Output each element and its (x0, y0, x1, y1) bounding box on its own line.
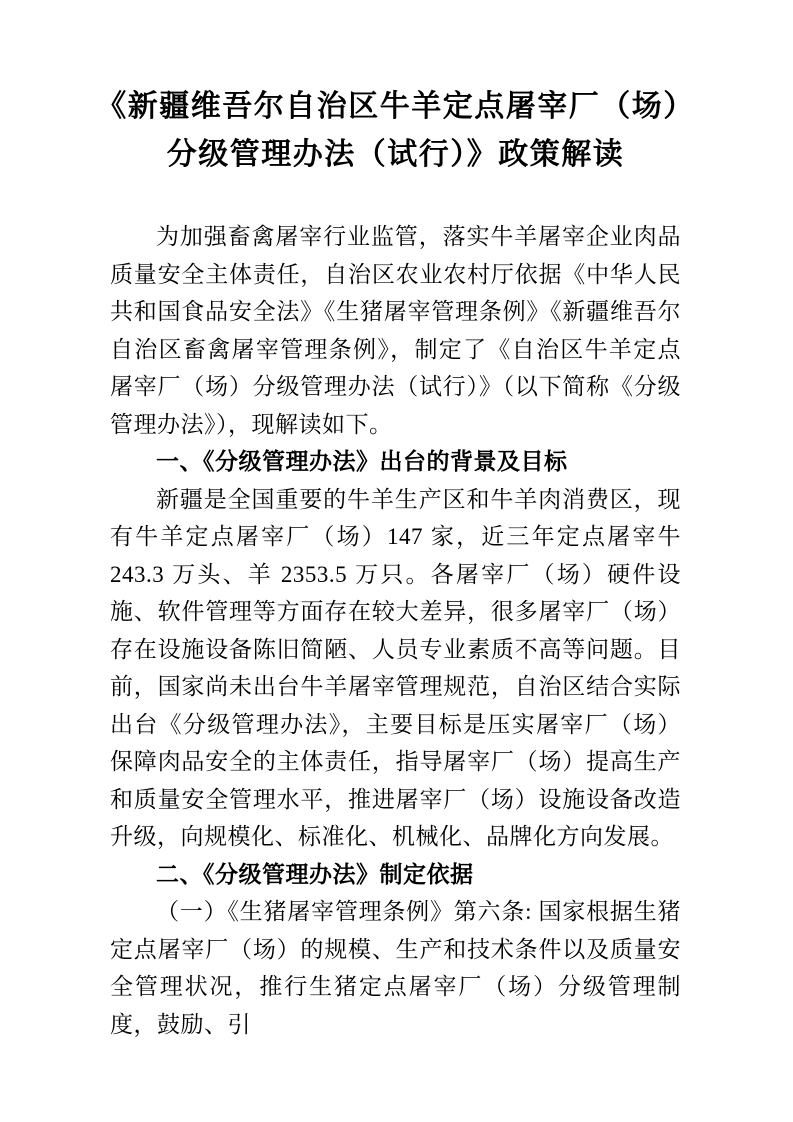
section-heading-legal-basis: 二、《分级管理办法》制定依据 (156, 860, 474, 887)
paragraph-legal-basis: （一）《生猪屠宰管理条例》第六条: 国家根据生猪定点屠宰厂（场）的规模、生产和技术条件以及质量安全管理状况，推行生猪定点屠宰厂（场）分级管理制度，鼓励、引 (110, 899, 681, 1037)
paragraph-intro: 为加强畜禽屠宰行业监管，落实牛羊屠宰企业肉品质量安全主体责任，自治区农业农村厅依据《中华人民共和国食品安全法》《生猪屠宰管理条例》《新疆维吾尔自治区畜禽屠宰管理条例》，制定了《自治区牛羊定点屠宰厂（场）分级管理办法（试行）》（以下简称《分级管理办法》），现解读如下。 (110, 224, 681, 437)
document-title-line-1: 《新疆维吾尔自治区牛羊定点屠宰厂（场） (96, 90, 695, 123)
section-heading-background-goals: 一、《分级管理办法》出台的背景及目标 (156, 448, 568, 474)
paragraph-background-goals: 新疆是全国重要的牛羊生产区和牛羊肉消费区，现有牛羊定点屠宰厂（场）147 家，近三年定点屠宰牛 243.3 万头、羊 2353.5 万只。各屠宰厂（场）硬件设施、软件管理等方面存在较大差异，很多屠宰厂（场）存在设施设备陈旧简陋、人员专业素质不高等问题。目前，国家尚未出台牛羊屠宰管理规范，自治区结合实际出台《分级管理办法》，主要目标是压实屠宰厂（场）保障肉品安全的主体责任，指导屠宰厂（场）提高生产和质量安全管理水平，推进屠宰厂（场）设施设备改造升级，向规模化、标准化、机械化、品牌化方向发展。 (110, 486, 681, 849)
document-title-line-2: 分级管理办法（试行）》政策解读 (166, 138, 625, 171)
document-title (90, 83, 701, 179)
